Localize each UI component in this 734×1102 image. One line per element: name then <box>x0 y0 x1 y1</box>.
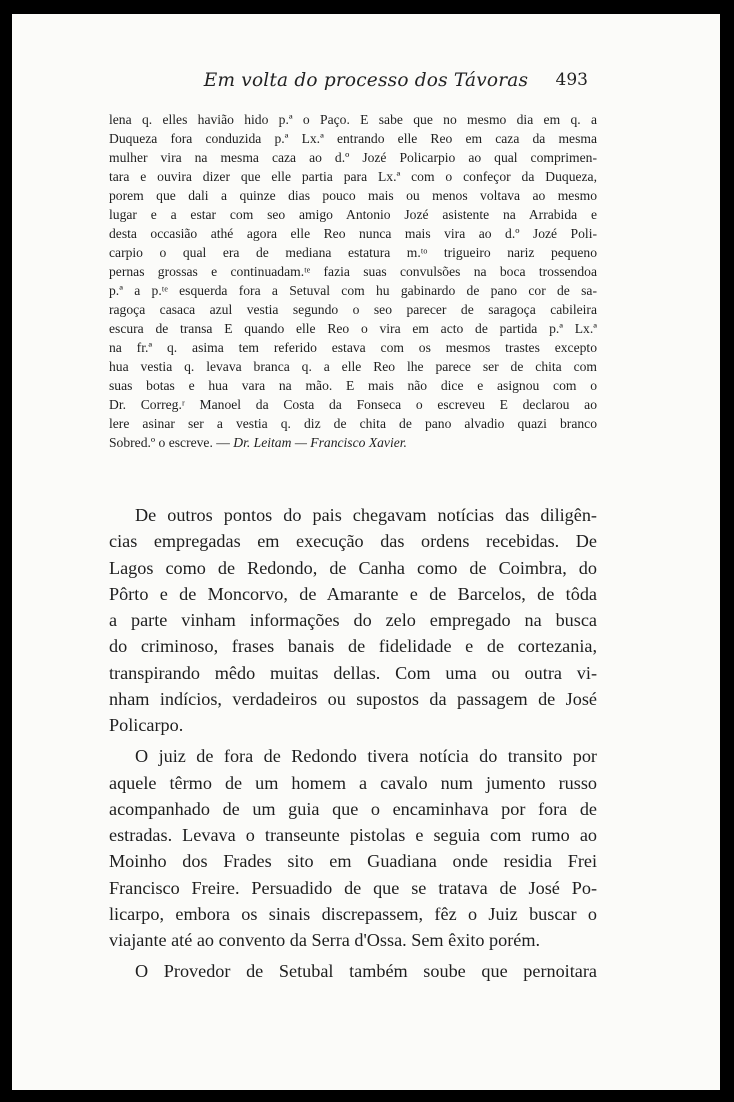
body-line: acompanhado de um guia que o encaminhava por fora de <box>109 798 597 819</box>
body-line: estradas. Levava o transeunte pistolas e seguia com rumo ao <box>109 825 597 846</box>
quote-line: tara e ouvira dizer que elle partia para Lx.ª com o confeçor da Duqueza, <box>109 169 597 184</box>
quote-line: Duqueza fora conduzida p.ª Lx.ª entrando elle Reo em caza da mesma <box>109 131 597 146</box>
body-line: Policarpo. <box>109 715 184 736</box>
quote-line: mulher vira na mesma caza ao d.º Jozé Policarpio ao qual comprimen- <box>109 150 597 165</box>
body-line: Lagos como de Redondo, de Canha como de Coimbra, do <box>109 557 597 578</box>
body-line: transpirando mêdo muitas dellas. Com uma ou outra vi- <box>109 662 597 683</box>
running-title: Em volta do processo dos Távoras <box>203 70 529 91</box>
paragraph <box>109 502 597 739</box>
body-line: Francisco Freire. Persuadido de que se tratava de José Po- <box>109 877 597 898</box>
body-line: Moinho dos Frades sito em Guadiana onde residia Frei <box>109 851 597 872</box>
body-line: cias empregadas em execução das ordens recebidas. De <box>109 531 597 552</box>
quote-closing-line <box>109 433 597 452</box>
body-line: licarpo, embora os sinais discrepassem, fêz o Juiz buscar o <box>109 904 597 925</box>
quote-line: suas botas e hua vara na mão. E mais não dice e asignou com o <box>109 378 597 393</box>
quote-line: hua vestia q. levava branca q. a elle Reo lhe parece ser de chita com <box>109 359 597 374</box>
body-line: O juiz de fora de Redondo tivera notícia do transito por <box>135 746 597 767</box>
paragraph <box>109 743 597 953</box>
body-line: do criminoso, frases banais de fidelidade e de cortezania, <box>109 636 597 657</box>
quote-line: escura de transa E quando elle Reo o vira em acto de partida p.ª Lx.ª <box>109 321 597 336</box>
quote-line: na fr.ª q. asima tem referido estava com os mesmos trastes excepto <box>109 340 597 355</box>
quote-line: porem que dali a quinze dias pouco mais ou menos voltava ao mesmo <box>109 188 597 203</box>
quote-line: pernas grossas e continuadam.ᵗᵉ fazia suas convulsões na boca trossendoa <box>109 264 597 279</box>
quote-line: ragoça casaca azul vestia segundo o seo parecer de saragoça cabileira <box>109 302 597 317</box>
quote-line: carpio o qual era de mediana estatura m.ᵗᵒ trigueiro nariz pequeno <box>109 245 597 260</box>
body-text <box>109 502 597 989</box>
quote-line: lena q. elles havião hido p.ª o Paço. E sabe que no mesmo dia em q. a <box>109 112 597 127</box>
quote-line: p.ª a p.ᵗᵉ esquerda fora a Setuval com hu gabinardo de pano cor de sa- <box>109 283 597 298</box>
quote-signature: Dr. Leitam — Francisco Xavier. <box>233 435 407 450</box>
body-line: nham indícios, verdadeiros ou supostos da passagem de José <box>109 689 597 710</box>
quote-line: lugar e a estar com seo amigo Antonio Jozé asistente na Arrabida e <box>109 207 597 222</box>
paragraph <box>109 958 597 984</box>
quote-line: lere asinar ser a vestia q. diz de chita de pano alvadio quazi branco <box>109 416 597 431</box>
quote-line: Dr. Correg.ʳ Manoel da Costa da Fonseca o escreveu E declarou ao <box>109 397 597 412</box>
quote-line: desta occasião athé agora elle Reo nunca mais vira ao d.º Jozé Poli- <box>109 226 597 241</box>
body-line: De outros pontos do pais chegavam notícias das diligên- <box>135 505 597 525</box>
body-line: a parte vinham informações do zelo empregado na busca <box>109 610 597 631</box>
body-line: Pôrto e de Moncorvo, de Amarante e de Barcelos, de tôda <box>109 583 597 604</box>
quoted-document-block <box>109 110 597 452</box>
body-line: O Provedor de Setubal também soube que pernoitara <box>135 961 597 982</box>
page-number: 493 <box>555 70 588 90</box>
page-header <box>12 70 720 96</box>
body-line: aquele têrmo de um homem a cavalo num jumento russo <box>109 772 597 793</box>
quote-closing-text: Sobred.º o escreve. — <box>109 435 234 450</box>
body-line: viajante até ao convento da Serra d'Ossa. Sem êxito porém. <box>109 930 541 951</box>
book-page <box>12 14 720 1090</box>
